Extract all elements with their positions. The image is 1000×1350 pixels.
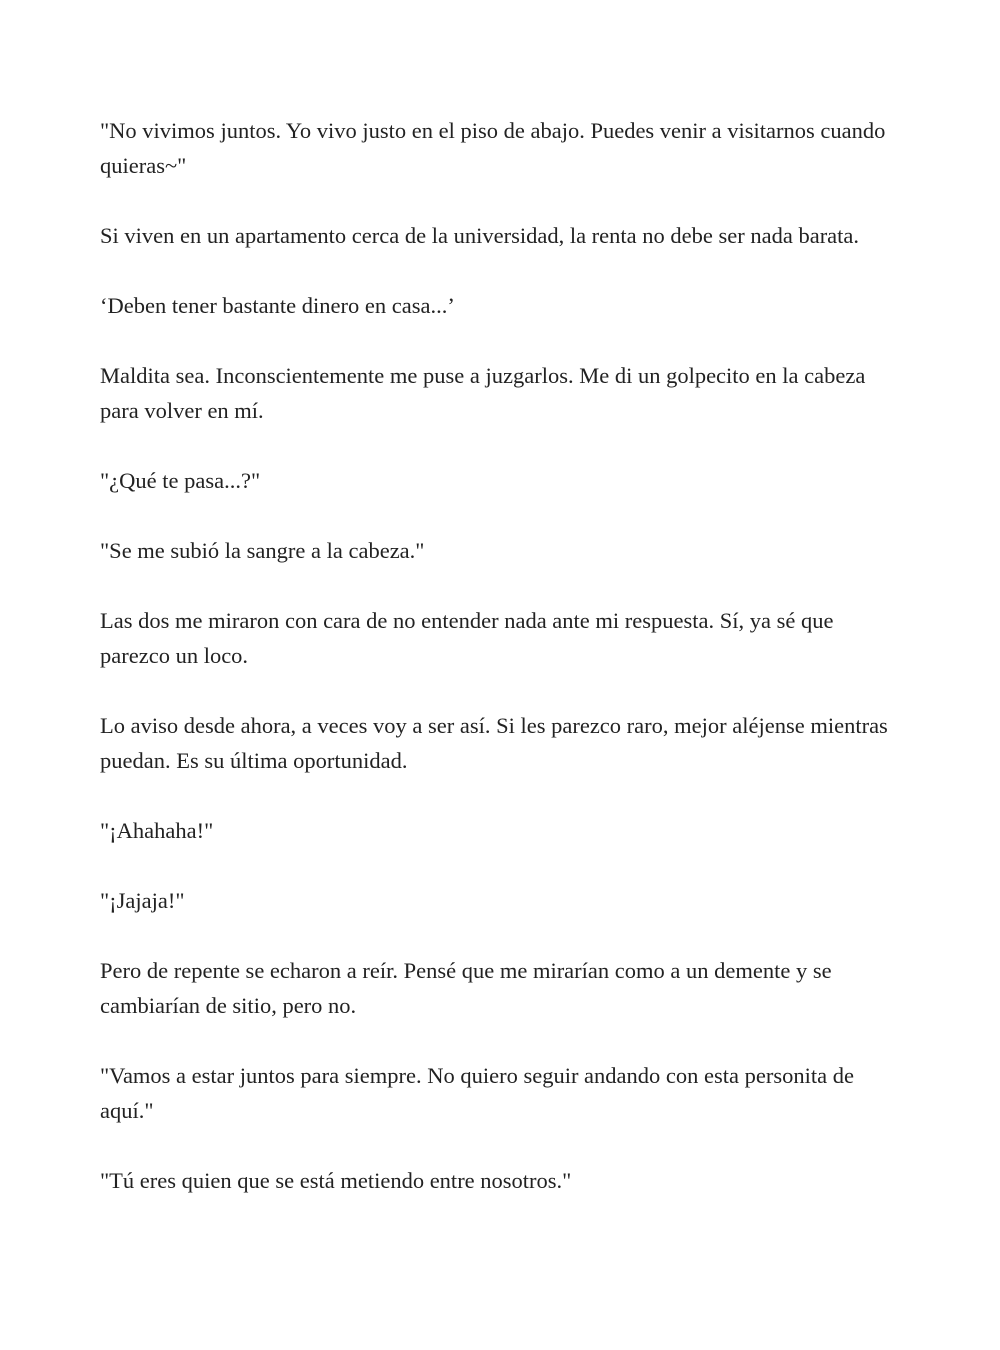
paragraph-9: "¡Ahahaha!": [100, 818, 214, 843]
paragraph-10: "¡Jajaja!": [100, 888, 185, 913]
document-page: [100, 113, 900, 1233]
paragraph-1: "No vivimos juntos. Yo vivo justo en el piso de abajo. Puedes venir a visitarnos cuando quieras~": [100, 118, 886, 178]
paragraph-12: "Vamos a estar juntos para siempre. No quiero seguir andando con esta personita de aquí.": [100, 1063, 854, 1123]
paragraph-5: "¿Qué te pasa...?": [100, 468, 261, 493]
paragraph-4: Maldita sea. Inconscientemente me puse a juzgarlos. Me di un golpecito en la cabeza para volver en mí.: [100, 363, 866, 423]
paragraph-11: Pero de repente se echaron a reír. Pensé que me mirarían como a un demente y se cambiarían de sitio, pero no.: [100, 958, 832, 1018]
paragraph-13: "Tú eres quien que se está metiendo entre nosotros.": [100, 1168, 572, 1193]
paragraph-6: "Se me subió la sangre a la cabeza.": [100, 538, 425, 563]
paragraph-3: ‘Deben tener bastante dinero en casa...’: [100, 293, 455, 318]
paragraph-2: Si viven en un apartamento cerca de la universidad, la renta no debe ser nada barata.: [100, 223, 860, 248]
paragraph-8: Lo aviso desde ahora, a veces voy a ser así. Si les parezco raro, mejor aléjense mientras puedan. Es su última oportunidad.: [100, 713, 888, 773]
paragraph-7: Las dos me miraron con cara de no entender nada ante mi respuesta. Sí, ya sé que parezco un loco.: [100, 608, 834, 668]
